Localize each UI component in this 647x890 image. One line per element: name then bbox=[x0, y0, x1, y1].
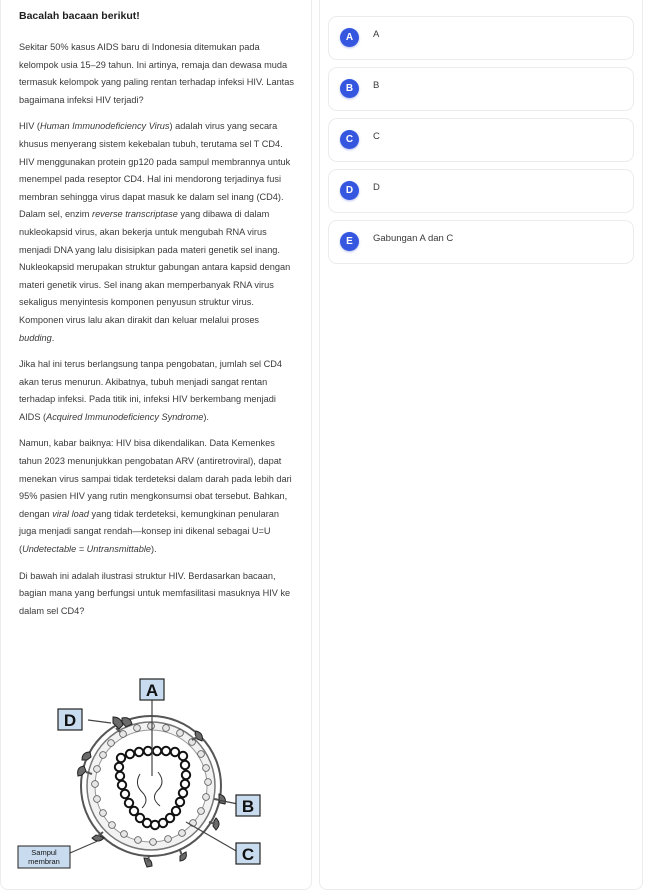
paragraph-4: Namun, kabar baiknya: HIV bisa dikendalikan. Data Kemenkes tahun 2023 menunjukkan pengobatan ARV (antiretroviral), dapat menekan virus sampai tidak terdeteksi dalam darah pada lebih dari 95% pasien HIV yang rutin mengkonsumsi obat tersebut. Bahkan, dengan viral load yang tidak terdeteksi, kemungkinan penularan juga menjadi sangat rendah—konsep ini dikenal sebagai U=U (Undetectable = Untransmittable). bbox=[19, 438, 292, 555]
svg-text:B: B bbox=[241, 797, 255, 816]
paragraph-1: Sekitar 50% kasus AIDS baru di Indonesia ditemukan pada kelompok usia 15–29 tahun. Ini artinya, remaja dan dewasa muda termasuk kelompok yang paling rentan terhadap infeksi HIV. Lantas bagaimana infeksi HIV terjadi? bbox=[19, 42, 294, 105]
svg-text:Sampul: Sampul bbox=[31, 848, 57, 857]
option-e-text: Gabungan A dan C bbox=[373, 233, 454, 244]
option-d-text: D bbox=[373, 182, 380, 193]
question-title: Bacalah bacaan berikut! bbox=[19, 10, 140, 22]
option-c[interactable] bbox=[328, 118, 634, 162]
paragraph-2: HIV (Human Immunodeficiency Virus) adalah virus yang secara khusus menyerang sistem kekebalan tubuh, terutama sel T CD4. HIV menggunakan protein gp120 pada sampul membrannya untuk menempel pada reseptor CD4. Hal ini mendorong terjadinya fusi membran sehingga virus dapat masuk ke dalam sel inang (CD4). Dalam sel, enzim reverse transcriptase yang dibawa di dalam nukleokapsid virus, akan bekerja untuk mengubah RNA virus menjadi DNA yang lalu disisipkan pada materi genetik sel inang. Nukleokapsid merupakan struktur gabungan antara kapsid dengan materi genetik virus. Sel inang akan memperbanyak RNA virus sekaligus menyintesis komponen penyusun struktur virus. Komponen virus lalu akan dirakit dan keluar melalui proses budding. bbox=[19, 121, 291, 343]
label-c bbox=[236, 843, 260, 864]
option-d[interactable] bbox=[328, 169, 634, 213]
svg-text:A: A bbox=[145, 681, 159, 700]
option-c-text: C bbox=[373, 131, 380, 142]
option-a-text: A bbox=[373, 29, 380, 40]
option-e-badge: E bbox=[340, 232, 359, 251]
label-d bbox=[58, 709, 82, 730]
option-b[interactable] bbox=[328, 67, 634, 111]
option-d-badge: D bbox=[340, 181, 359, 200]
option-c-badge: C bbox=[340, 130, 359, 149]
option-a[interactable] bbox=[328, 16, 634, 60]
label-a bbox=[140, 679, 164, 700]
option-b-text: B bbox=[373, 80, 380, 91]
svg-text:C: C bbox=[241, 845, 255, 864]
svg-text:membran: membran bbox=[28, 857, 60, 866]
options-panel bbox=[319, 0, 643, 890]
label-envelope bbox=[18, 846, 70, 868]
option-e[interactable] bbox=[328, 220, 634, 264]
hiv-structure-diagram bbox=[16, 676, 276, 876]
label-b bbox=[236, 795, 260, 816]
svg-text:D: D bbox=[63, 711, 77, 730]
paragraph-3: Jika hal ini terus berlangsung tanpa pengobatan, jumlah sel CD4 akan terus menurun. Akibatnya, tubuh menjadi sangat rentan terhadap infeksi. Pada titik ini, infeksi HIV berkembang menjadi AIDS (Acquired Immunodeficiency Syndrome). bbox=[19, 359, 283, 422]
option-a-badge: A bbox=[340, 28, 359, 47]
paragraph-5: Di bawah ini adalah ilustrasi struktur HIV. Berdasarkan bacaan, bagian mana yang berfungsi untuk memfasilitasi masuknya HIV ke dalam sel CD4? bbox=[19, 570, 291, 616]
option-b-badge: B bbox=[340, 79, 359, 98]
